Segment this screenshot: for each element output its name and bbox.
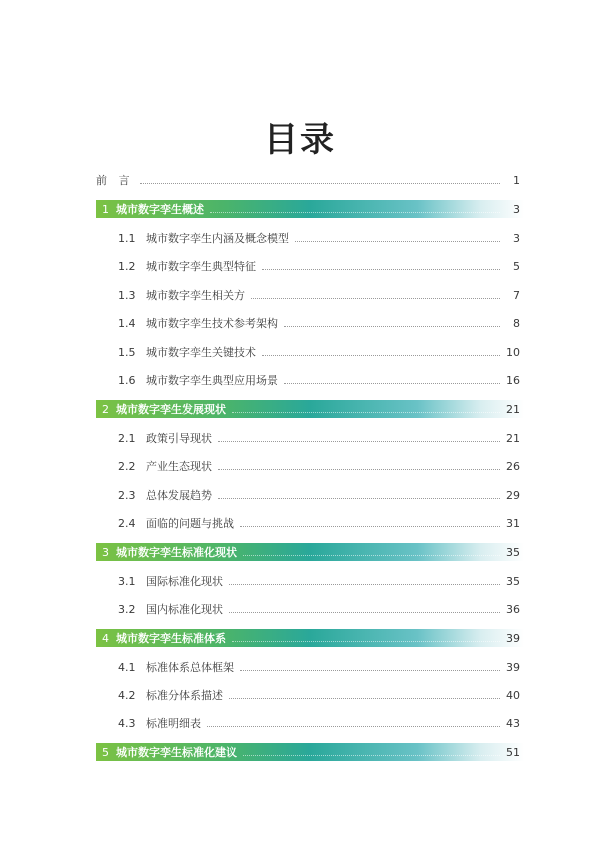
section-title: 城市数字孪生相关方 — [146, 289, 245, 302]
leader-dots — [262, 268, 500, 270]
toc-chapter-3[interactable] — [96, 543, 524, 561]
section-number: 1.6 — [118, 373, 136, 387]
section-title: 标准分体系描述 — [146, 689, 223, 702]
toc-preface[interactable] — [96, 170, 520, 190]
section-title: 城市数字孪生技术参考架构 — [146, 317, 278, 330]
section-number: 1.2 — [118, 259, 136, 273]
section-number: 2.4 — [118, 516, 136, 530]
leader-dots — [229, 697, 500, 699]
toc-page-number: 5 — [513, 259, 520, 273]
section-number: 1.5 — [118, 345, 136, 359]
toc-section-2-3[interactable] — [118, 485, 520, 505]
toc-page-number: 35 — [506, 545, 520, 559]
toc-page-number: 21 — [506, 431, 520, 445]
section-number: 1.3 — [118, 288, 136, 302]
leader-dots — [207, 725, 500, 727]
section-title: 城市数字孪生关键技术 — [146, 346, 256, 359]
section-number: 4.3 — [118, 716, 136, 730]
section-title: 产业生态现状 — [146, 460, 212, 473]
toc-page-number: 31 — [506, 516, 520, 530]
section-number: 3.1 — [118, 574, 136, 588]
toc-page-number: 16 — [506, 373, 520, 387]
leader-dots — [243, 754, 500, 756]
section-number: 2.1 — [118, 431, 136, 445]
toc-chapter-5[interactable] — [96, 743, 524, 761]
toc-page-number: 1 — [513, 173, 520, 187]
toc-chapter-2[interactable] — [96, 400, 524, 418]
toc-section-2-2[interactable] — [118, 456, 520, 476]
toc-page-number: 29 — [506, 488, 520, 502]
leader-dots — [218, 468, 500, 470]
toc-page-number: 7 — [513, 288, 520, 302]
leader-dots — [232, 411, 500, 413]
toc-page-number: 36 — [506, 602, 520, 616]
toc-page-number: 21 — [506, 402, 520, 416]
chapter-title: 城市数字孪生概述 — [116, 203, 204, 216]
section-number: 4.2 — [118, 688, 136, 702]
toc-page-number: 35 — [506, 574, 520, 588]
section-title: 国际标准化现状 — [146, 575, 223, 588]
chapter-title: 城市数字孪生标准化建议 — [116, 746, 237, 759]
toc-page-number: 43 — [506, 716, 520, 730]
toc-section-2-4[interactable] — [118, 513, 520, 533]
toc-section-4-3[interactable] — [118, 713, 520, 733]
toc-section-1-6[interactable] — [118, 370, 520, 390]
toc-section-1-4[interactable] — [118, 313, 520, 333]
toc-page-number: 10 — [506, 345, 520, 359]
leader-dots — [243, 554, 500, 556]
toc-page-number: 39 — [506, 631, 520, 645]
leader-dots — [295, 240, 500, 242]
section-title: 标准明细表 — [146, 717, 201, 730]
chapter-number: 5 — [102, 745, 109, 759]
leader-dots — [284, 382, 500, 384]
chapter-number: 4 — [102, 631, 109, 645]
toc-label: 前 言 — [96, 174, 134, 187]
section-title: 国内标准化现状 — [146, 603, 223, 616]
section-title: 城市数字孪生内涵及概念模型 — [146, 232, 289, 245]
toc-section-1-1[interactable] — [118, 228, 520, 248]
toc-page-number: 51 — [506, 745, 520, 759]
toc-page-number: 8 — [513, 316, 520, 330]
toc-chapter-1[interactable] — [96, 200, 524, 218]
section-title: 面临的问题与挑战 — [146, 517, 234, 530]
leader-dots — [284, 325, 500, 327]
toc-section-4-1[interactable] — [118, 657, 520, 677]
section-number: 2.2 — [118, 459, 136, 473]
chapter-title: 城市数字孪生标准体系 — [116, 632, 226, 645]
toc-section-1-2[interactable] — [118, 256, 520, 276]
toc-section-1-3[interactable] — [118, 285, 520, 305]
section-number: 4.1 — [118, 660, 136, 674]
section-number: 1.4 — [118, 316, 136, 330]
toc-page-number: 26 — [506, 459, 520, 473]
leader-dots — [140, 182, 501, 184]
leader-dots — [210, 211, 500, 213]
leader-dots — [251, 297, 500, 299]
section-number: 1.1 — [118, 231, 136, 245]
leader-dots — [262, 354, 500, 356]
section-number: 2.3 — [118, 488, 136, 502]
chapter-number: 3 — [102, 545, 109, 559]
toc-page-number: 40 — [506, 688, 520, 702]
chapter-number: 2 — [102, 402, 109, 416]
toc-section-4-2[interactable] — [118, 685, 520, 705]
chapter-title: 城市数字孪生标准化现状 — [116, 546, 237, 559]
leader-dots — [218, 497, 500, 499]
toc-section-2-1[interactable] — [118, 428, 520, 448]
section-title: 总体发展趋势 — [146, 489, 212, 502]
toc-page-number: 3 — [513, 231, 520, 245]
chapter-number: 1 — [102, 202, 109, 216]
leader-dots — [229, 583, 500, 585]
toc-section-1-5[interactable] — [118, 342, 520, 362]
page-title: 目录 — [264, 120, 336, 160]
leader-dots — [232, 640, 500, 642]
chapter-title: 城市数字孪生发展现状 — [116, 403, 226, 416]
section-number: 3.2 — [118, 602, 136, 616]
section-title: 政策引导现状 — [146, 432, 212, 445]
toc-page-number: 3 — [513, 202, 520, 216]
toc-chapter-4[interactable] — [96, 629, 524, 647]
leader-dots — [229, 611, 500, 613]
toc-section-3-2[interactable] — [118, 599, 520, 619]
leader-dots — [240, 669, 500, 671]
toc-page-number: 39 — [506, 660, 520, 674]
leader-dots — [240, 525, 500, 527]
toc-section-3-1[interactable] — [118, 571, 520, 591]
section-title: 城市数字孪生典型特征 — [146, 260, 256, 273]
leader-dots — [218, 440, 500, 442]
section-title: 标准体系总体框架 — [146, 661, 234, 674]
section-title: 城市数字孪生典型应用场景 — [146, 374, 278, 387]
